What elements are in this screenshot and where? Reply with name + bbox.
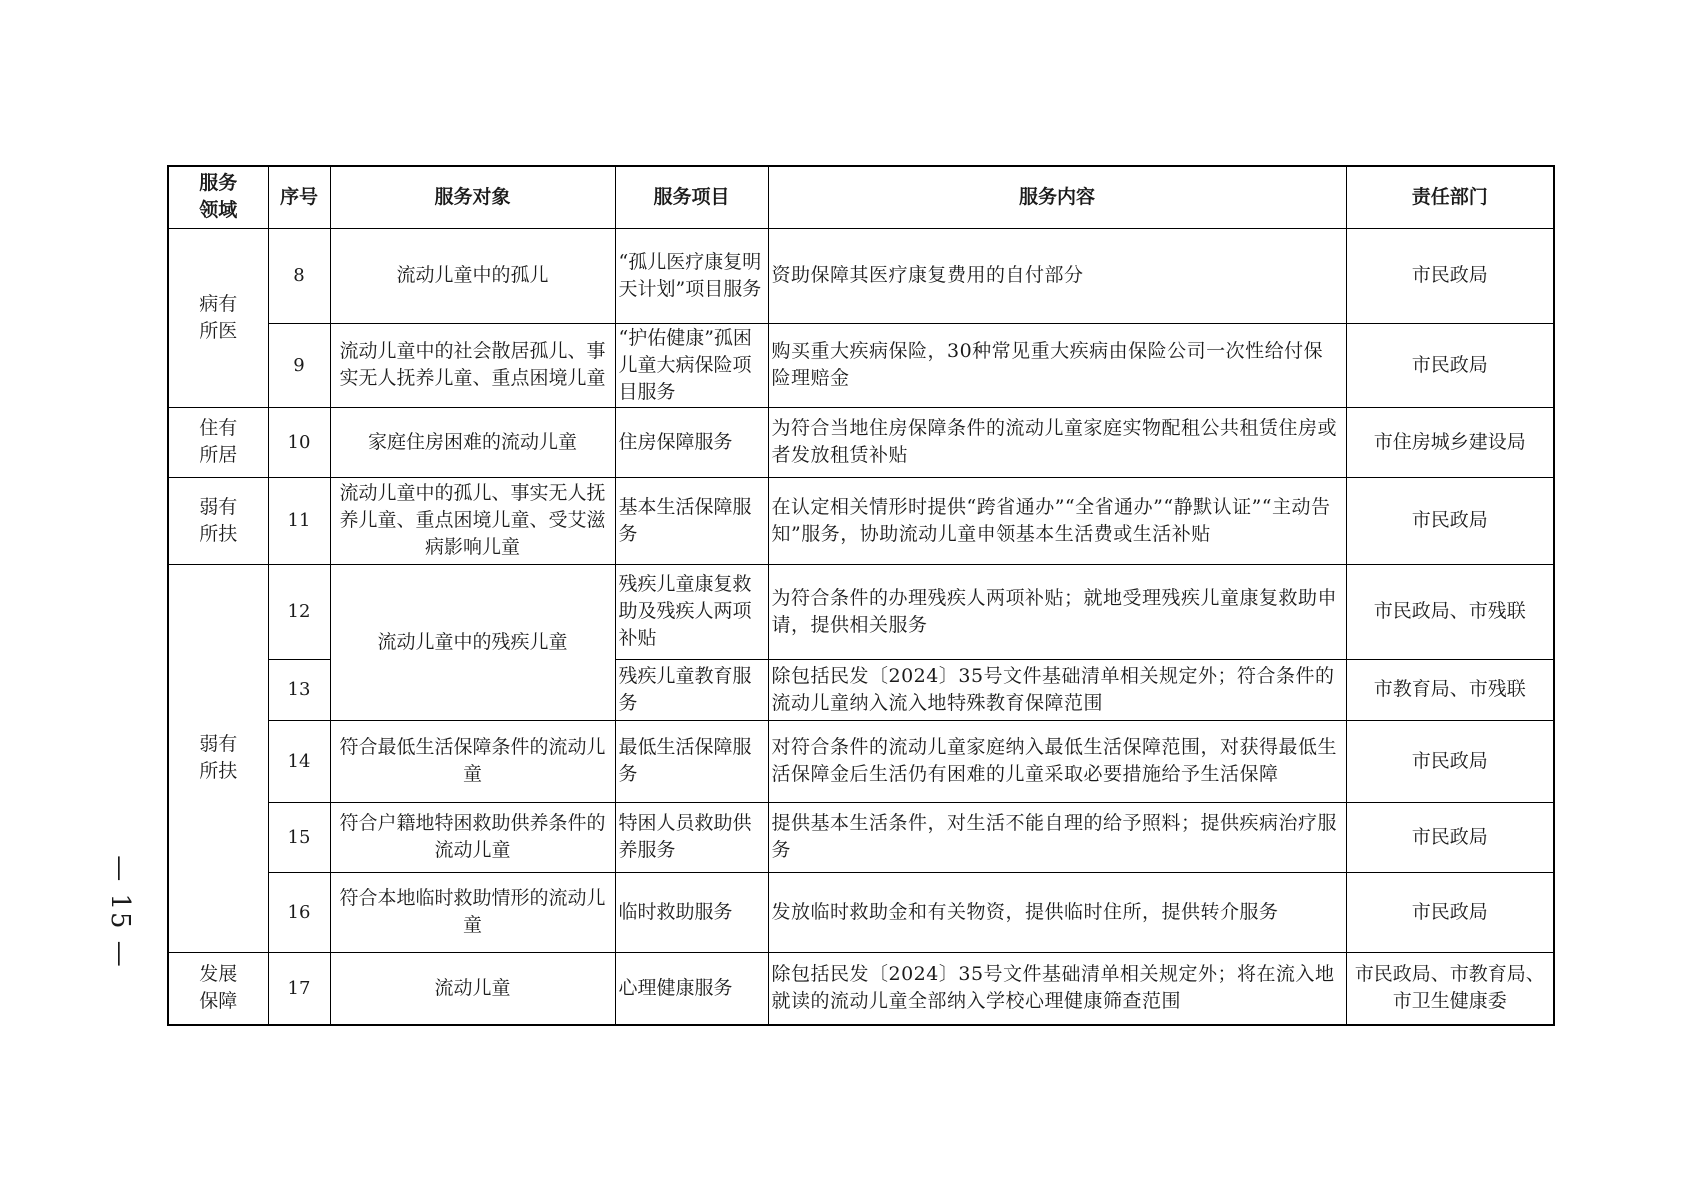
dept-cell: 市住房城乡建设局 bbox=[1346, 407, 1554, 477]
seq-cell: 9 bbox=[268, 323, 330, 407]
domain-cell-development: 发展 保障 bbox=[168, 952, 268, 1025]
target-cell: 符合最低生活保障条件的流动儿童 bbox=[330, 720, 615, 802]
content-cell: 为符合条件的办理残疾人两项补贴；就地受理残疾儿童康复救助申请，提供相关服务 bbox=[768, 564, 1346, 659]
content-cell: 资助保障其医疗康复费用的自付部分 bbox=[768, 228, 1346, 323]
page-number: — 15 — bbox=[105, 855, 135, 969]
item-cell: 残疾儿童教育服务 bbox=[615, 659, 768, 720]
table-row bbox=[168, 228, 1554, 323]
header-content: 服务内容 bbox=[768, 166, 1346, 228]
dept-cell: 市民政局 bbox=[1346, 323, 1554, 407]
target-cell: 流动儿童中的残疾儿童 bbox=[330, 564, 615, 720]
content-cell: 提供基本生活条件，对生活不能自理的给予照料；提供疾病治疗服务 bbox=[768, 802, 1346, 872]
seq-cell: 10 bbox=[268, 407, 330, 477]
item-cell: 住房保障服务 bbox=[615, 407, 768, 477]
content-cell: 对符合条件的流动儿童家庭纳入最低生活保障范围，对获得最低生活保障金后生活仍有困难的儿童采取必要措施给予生活保障 bbox=[768, 720, 1346, 802]
domain-cell-support-a: 弱有 所扶 bbox=[168, 477, 268, 564]
item-cell: 残疾儿童康复救助及残疾人两项补贴 bbox=[615, 564, 768, 659]
table-row bbox=[168, 802, 1554, 872]
content-cell: 除包括民发〔2024〕35号文件基础清单相关规定外；符合条件的流动儿童纳入流入地特殊教育保障范围 bbox=[768, 659, 1346, 720]
content-cell: 除包括民发〔2024〕35号文件基础清单相关规定外；将在流入地就读的流动儿童全部纳入学校心理健康筛查范围 bbox=[768, 952, 1346, 1025]
seq-cell: 15 bbox=[268, 802, 330, 872]
content-cell: 为符合当地住房保障条件的流动儿童家庭实物配租公共租赁住房或者发放租赁补贴 bbox=[768, 407, 1346, 477]
table-row bbox=[168, 952, 1554, 1025]
seq-cell: 8 bbox=[268, 228, 330, 323]
seq-cell: 14 bbox=[268, 720, 330, 802]
item-cell: 最低生活保障服务 bbox=[615, 720, 768, 802]
dept-cell: 市民政局 bbox=[1346, 228, 1554, 323]
header-item: 服务项目 bbox=[615, 166, 768, 228]
seq-cell: 12 bbox=[268, 564, 330, 659]
item-cell: 临时救助服务 bbox=[615, 872, 768, 952]
target-cell: 流动儿童 bbox=[330, 952, 615, 1025]
item-cell: 基本生活保障服务 bbox=[615, 477, 768, 564]
table-row bbox=[168, 564, 1554, 659]
domain-cell-housing: 住有 所居 bbox=[168, 407, 268, 477]
target-cell: 流动儿童中的孤儿、事实无人抚养儿童、重点困境儿童、受艾滋病影响儿童 bbox=[330, 477, 615, 564]
domain-cell-support-b: 弱有 所扶 bbox=[168, 564, 268, 952]
domain-cell-medical: 病有 所医 bbox=[168, 228, 268, 407]
dept-cell: 市民政局、市残联 bbox=[1346, 564, 1554, 659]
table-row bbox=[168, 323, 1554, 407]
table-row bbox=[168, 407, 1554, 477]
table-row bbox=[168, 720, 1554, 802]
item-cell: 心理健康服务 bbox=[615, 952, 768, 1025]
item-cell: 特困人员救助供养服务 bbox=[615, 802, 768, 872]
content-cell: 购买重大疾病保险，30种常见重大疾病由保险公司一次性给付保险理赔金 bbox=[768, 323, 1346, 407]
item-cell: “护佑健康”孤困儿童大病保险项目服务 bbox=[615, 323, 768, 407]
seq-cell: 13 bbox=[268, 659, 330, 720]
target-cell: 家庭住房困难的流动儿童 bbox=[330, 407, 615, 477]
seq-cell: 11 bbox=[268, 477, 330, 564]
target-cell: 流动儿童中的社会散居孤儿、事实无人抚养儿童、重点困境儿童 bbox=[330, 323, 615, 407]
header-seq: 序号 bbox=[268, 166, 330, 228]
dept-cell: 市民政局 bbox=[1346, 802, 1554, 872]
target-cell: 流动儿童中的孤儿 bbox=[330, 228, 615, 323]
seq-cell: 17 bbox=[268, 952, 330, 1025]
item-cell: “孤儿医疗康复明天计划”项目服务 bbox=[615, 228, 768, 323]
dept-cell: 市民政局 bbox=[1346, 720, 1554, 802]
dept-cell: 市民政局 bbox=[1346, 872, 1554, 952]
service-table bbox=[167, 165, 1555, 1026]
seq-cell: 16 bbox=[268, 872, 330, 952]
dept-cell: 市民政局 bbox=[1346, 477, 1554, 564]
table-row bbox=[168, 477, 1554, 564]
target-cell: 符合户籍地特困救助供养条件的流动儿童 bbox=[330, 802, 615, 872]
target-cell: 符合本地临时救助情形的流动儿童 bbox=[330, 872, 615, 952]
header-row bbox=[168, 166, 1554, 228]
header-target: 服务对象 bbox=[330, 166, 615, 228]
header-domain: 服务 领域 bbox=[168, 166, 268, 228]
table-row bbox=[168, 872, 1554, 952]
header-dept: 责任部门 bbox=[1346, 166, 1554, 228]
content-cell: 在认定相关情形时提供“跨省通办”“全省通办”“静默认证”“主动告知”服务，协助流动儿童申领基本生活费或生活补贴 bbox=[768, 477, 1346, 564]
dept-cell: 市民政局、市教育局、市卫生健康委 bbox=[1346, 952, 1554, 1025]
dept-cell: 市教育局、市残联 bbox=[1346, 659, 1554, 720]
content-cell: 发放临时救助金和有关物资，提供临时住所，提供转介服务 bbox=[768, 872, 1346, 952]
